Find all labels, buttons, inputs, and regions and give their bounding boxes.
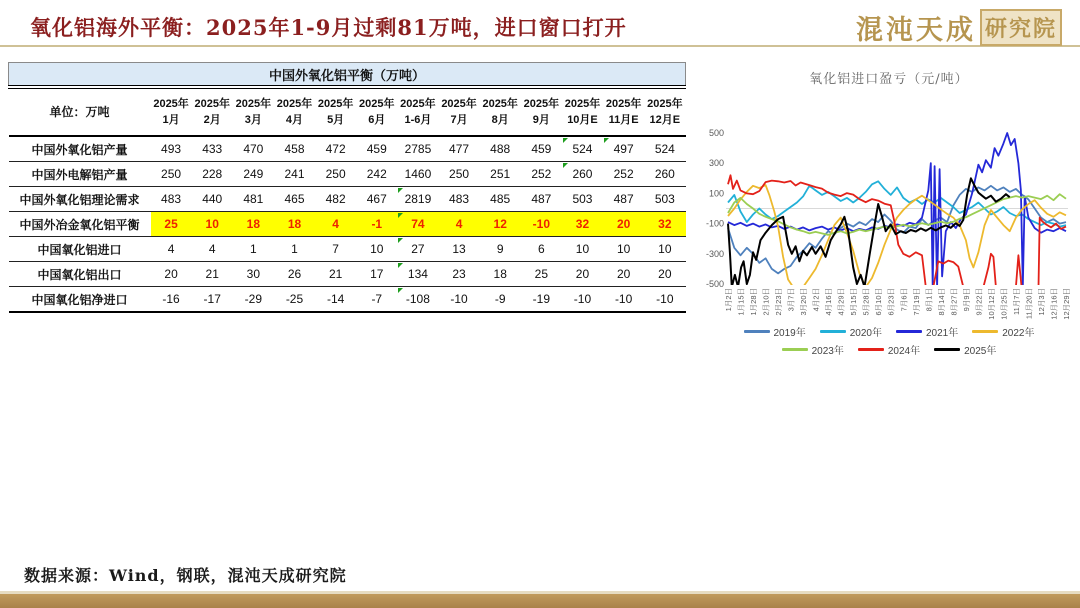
table-cell: 524 [644,136,685,162]
x-axis-tick: 4月29日 [836,288,846,316]
table-cell: 18 [480,262,521,287]
table-cell: 503 [644,187,685,212]
x-axis-tick: 4月2日 [811,288,821,312]
table-cell: -19 [521,287,562,313]
legend-swatch [896,330,922,333]
legend-item-2025年 [934,342,996,357]
legend-swatch [744,330,770,333]
table-cell: 26 [274,262,315,287]
table-cell: 18 [274,212,315,237]
table-cell: 10 [644,237,685,262]
x-axis-tick: 1月2日 [724,288,733,312]
x-axis-tick: 10月25日 [999,288,1009,320]
table-cell: 440 [192,187,233,212]
table-cell: -16 [151,287,192,313]
table-column-header: 2025年 12月E [644,87,685,136]
table-cell: -9 [480,287,521,313]
x-axis-tick: 9月9日 [961,288,971,312]
table-column-header: 2025年 2月 [192,87,233,136]
x-axis-tick: 7月19日 [911,288,921,316]
x-axis-tick: 5月15日 [849,288,859,316]
x-axis-tick: 10月12日 [986,288,996,320]
table-cell: 74 [397,212,438,237]
table-title: 中国外氧化铝平衡（万吨） [9,63,686,88]
x-axis-tick: 9月22日 [974,288,984,316]
table-cell: 477 [438,136,479,162]
table-cell: 252 [603,162,644,187]
table-column-header: 2025年 6月 [356,87,397,136]
logo-box-text: 研究院 [980,9,1062,46]
x-axis-tick: 6月23日 [886,288,896,316]
table-cell: 483 [438,187,479,212]
table-cell: 1460 [397,162,438,187]
table-cell: 467 [356,187,397,212]
table-cell: 25 [521,262,562,287]
x-axis-tick: 7月6日 [899,288,909,312]
legend-item-2022年 [972,324,1034,339]
legend-swatch [782,348,808,351]
table-cell: 465 [274,187,315,212]
x-axis-tick: 8月14日 [936,288,946,316]
chart-title: 氧化铝进口盈亏（元/吨） [809,72,969,87]
table-cell: 503 [562,187,603,212]
table-cell: 470 [233,136,274,162]
legend-label: 2025年 [964,346,997,357]
table-cell: 242 [356,162,397,187]
x-axis-tick: 12月16日 [1049,288,1059,320]
x-axis-tick: 8月27日 [949,288,959,316]
row-label: 中国氧化铝净进口 [9,287,151,313]
table-cell: 134 [397,262,438,287]
table-cell: 2785 [397,136,438,162]
table-row [9,262,686,287]
table-cell: -29 [233,287,274,313]
x-axis-tick: 4月16日 [824,288,834,316]
table-cell: 20 [151,262,192,287]
table-cell: -17 [192,287,233,313]
table-column-header: 2025年 8月 [480,87,521,136]
table-cell: 12 [480,212,521,237]
table-cell: 20 [603,212,644,237]
row-label: 中国外冶金氧化铝平衡 [9,212,151,237]
balance-table-section [8,62,686,313]
x-axis-tick: 11月7日 [1011,288,1021,315]
table-cell: 18 [233,212,274,237]
table-cell: 10 [356,237,397,262]
table-cell: 2819 [397,187,438,212]
y-axis-tick: 500 [708,128,724,138]
table-cell: 23 [438,262,479,287]
legend-label: 2022年 [1002,328,1035,339]
row-label: 中国外电解铝产量 [9,162,151,187]
table-column-header: 2025年 7月 [438,87,479,136]
import-profit-chart-section [700,60,1078,357]
table-cell: -108 [397,287,438,313]
table-title-row [9,63,686,88]
table-cell: 6 [521,237,562,262]
balance-table [8,62,686,313]
legend-row [744,324,1035,339]
table-cell: 472 [315,136,356,162]
legend-label: 2024年 [887,346,921,357]
table-cell: 10 [603,237,644,262]
row-label: 中国外氧化铝产量 [9,136,151,162]
table-cell: -10 [521,212,562,237]
table-cell: 4 [438,212,479,237]
table-column-header: 2025年 4月 [274,87,315,136]
table-cell: 250 [151,162,192,187]
table-cell: 493 [151,136,192,162]
series-line-2025年 [728,178,1010,287]
table-cell: 10 [192,212,233,237]
table-cell: 483 [151,187,192,212]
y-axis-tick: -100 [705,218,724,229]
table-cell: 250 [315,162,356,187]
table-cell: 25 [151,212,192,237]
table-cell: -25 [274,287,315,313]
table-cell: 487 [521,187,562,212]
unit-label: 单位：万吨 [9,87,151,136]
table-cell: 497 [603,136,644,162]
table-cell: 252 [521,162,562,187]
table-cell: 459 [356,136,397,162]
x-axis-tick: 3月7日 [786,288,796,312]
table-cell: 458 [274,136,315,162]
table-cell: 32 [562,212,603,237]
table-cell: 4 [151,237,192,262]
table-column-header: 2025年 1月 [151,87,192,136]
table-cell: 481 [233,187,274,212]
page-title: 氧化铝海外平衡：2025年1-9月过剩81万吨，进口窗口打开 [30,15,627,40]
table-row [9,212,686,237]
table-cell: 1 [274,237,315,262]
table-row [9,136,686,162]
legend-swatch [820,330,846,333]
data-source-note: 数据来源：Wind，钢联，混沌天成研究院 [24,566,347,585]
legend-item-2023年 [782,342,844,357]
x-axis-tick: 6月10日 [874,288,884,316]
table-cell: -1 [356,212,397,237]
table-cell: 21 [192,262,233,287]
table-cell: 250 [438,162,479,187]
table-cell: 9 [480,237,521,262]
row-label: 中国氧化铝出口 [9,262,151,287]
chart-legend [700,324,1078,357]
table-cell: 524 [562,136,603,162]
x-axis-tick: 12月3日 [1036,288,1046,316]
x-axis-tick: 5月28日 [861,288,871,316]
table-cell: -7 [356,287,397,313]
table-column-header: 2025年 1-6月 [397,87,438,136]
table-cell: 488 [480,136,521,162]
table-cell: 20 [603,262,644,287]
table-cell: -10 [603,287,644,313]
legend-swatch [858,348,884,351]
table-cell: 249 [233,162,274,187]
table-column-header: 2025年 9月 [521,87,562,136]
row-label: 中国氧化铝进口 [9,237,151,262]
table-cell: 17 [356,262,397,287]
x-axis-tick: 2月23日 [774,288,784,316]
table-cell: 487 [603,187,644,212]
table-cell: 32 [644,212,685,237]
table-cell: 4 [315,212,356,237]
import-profit-chart [700,89,1078,322]
x-axis-tick: 2月10日 [761,288,771,316]
x-axis-tick: 11月20日 [1024,288,1034,320]
table-cell: 10 [562,237,603,262]
legend-row [782,342,997,357]
legend-item-2021年 [896,324,958,339]
logo-text: 混沌天成 [855,15,976,46]
table-cell: 27 [397,237,438,262]
series-line-2021年 [728,133,1066,287]
company-logo [856,8,1062,47]
table-row [9,287,686,313]
table-cell: -14 [315,287,356,313]
table-cell: 20 [644,262,685,287]
table-cell: 7 [315,237,356,262]
x-axis-tick: 3月20日 [799,288,809,316]
table-column-header: 2025年 11月E [603,87,644,136]
table-cell: 228 [192,162,233,187]
table-column-header: 2025年 10月E [562,87,603,136]
table-row [9,162,686,187]
table-row [9,237,686,262]
table-column-header: 2025年 5月 [315,87,356,136]
x-axis-tick: 1月15日 [736,288,746,316]
y-axis-tick: 100 [708,188,724,199]
x-axis-tick: 12月29日 [1062,288,1071,320]
legend-swatch [934,348,960,351]
y-axis-tick: 300 [708,158,724,169]
table-cell: 433 [192,136,233,162]
table-cell: -10 [644,287,685,313]
footer-bar [0,594,1080,608]
table-row [9,187,686,212]
y-axis-tick: -300 [705,248,724,259]
table-cell: -10 [562,287,603,313]
table-cell: 260 [562,162,603,187]
table-cell: 30 [233,262,274,287]
table-cell: -10 [438,287,479,313]
legend-label: 2020年 [849,328,882,339]
row-label: 中国外氧化铝理论需求 [9,187,151,212]
table-cell: 260 [644,162,685,187]
table-cell: 4 [192,237,233,262]
table-cell: 1 [233,237,274,262]
legend-label: 2023年 [811,346,844,357]
legend-label: 2019年 [773,328,806,339]
table-header-row [9,87,686,136]
table-cell: 241 [274,162,315,187]
table-cell: 251 [480,162,521,187]
x-axis-tick: 1月28日 [749,288,759,316]
legend-swatch [972,330,998,333]
table-cell: 13 [438,237,479,262]
table-cell: 21 [315,262,356,287]
table-cell: 482 [315,187,356,212]
legend-item-2024年 [858,342,920,357]
table-cell: 459 [521,136,562,162]
table-cell: 485 [480,187,521,212]
legend-item-2020年 [820,324,882,339]
y-axis-tick: -500 [705,279,724,289]
table-column-header: 2025年 3月 [233,87,274,136]
x-axis-tick: 8月1日 [924,288,934,312]
legend-item-2019年 [744,324,806,339]
legend-label: 2021年 [926,328,959,339]
table-cell: 20 [562,262,603,287]
